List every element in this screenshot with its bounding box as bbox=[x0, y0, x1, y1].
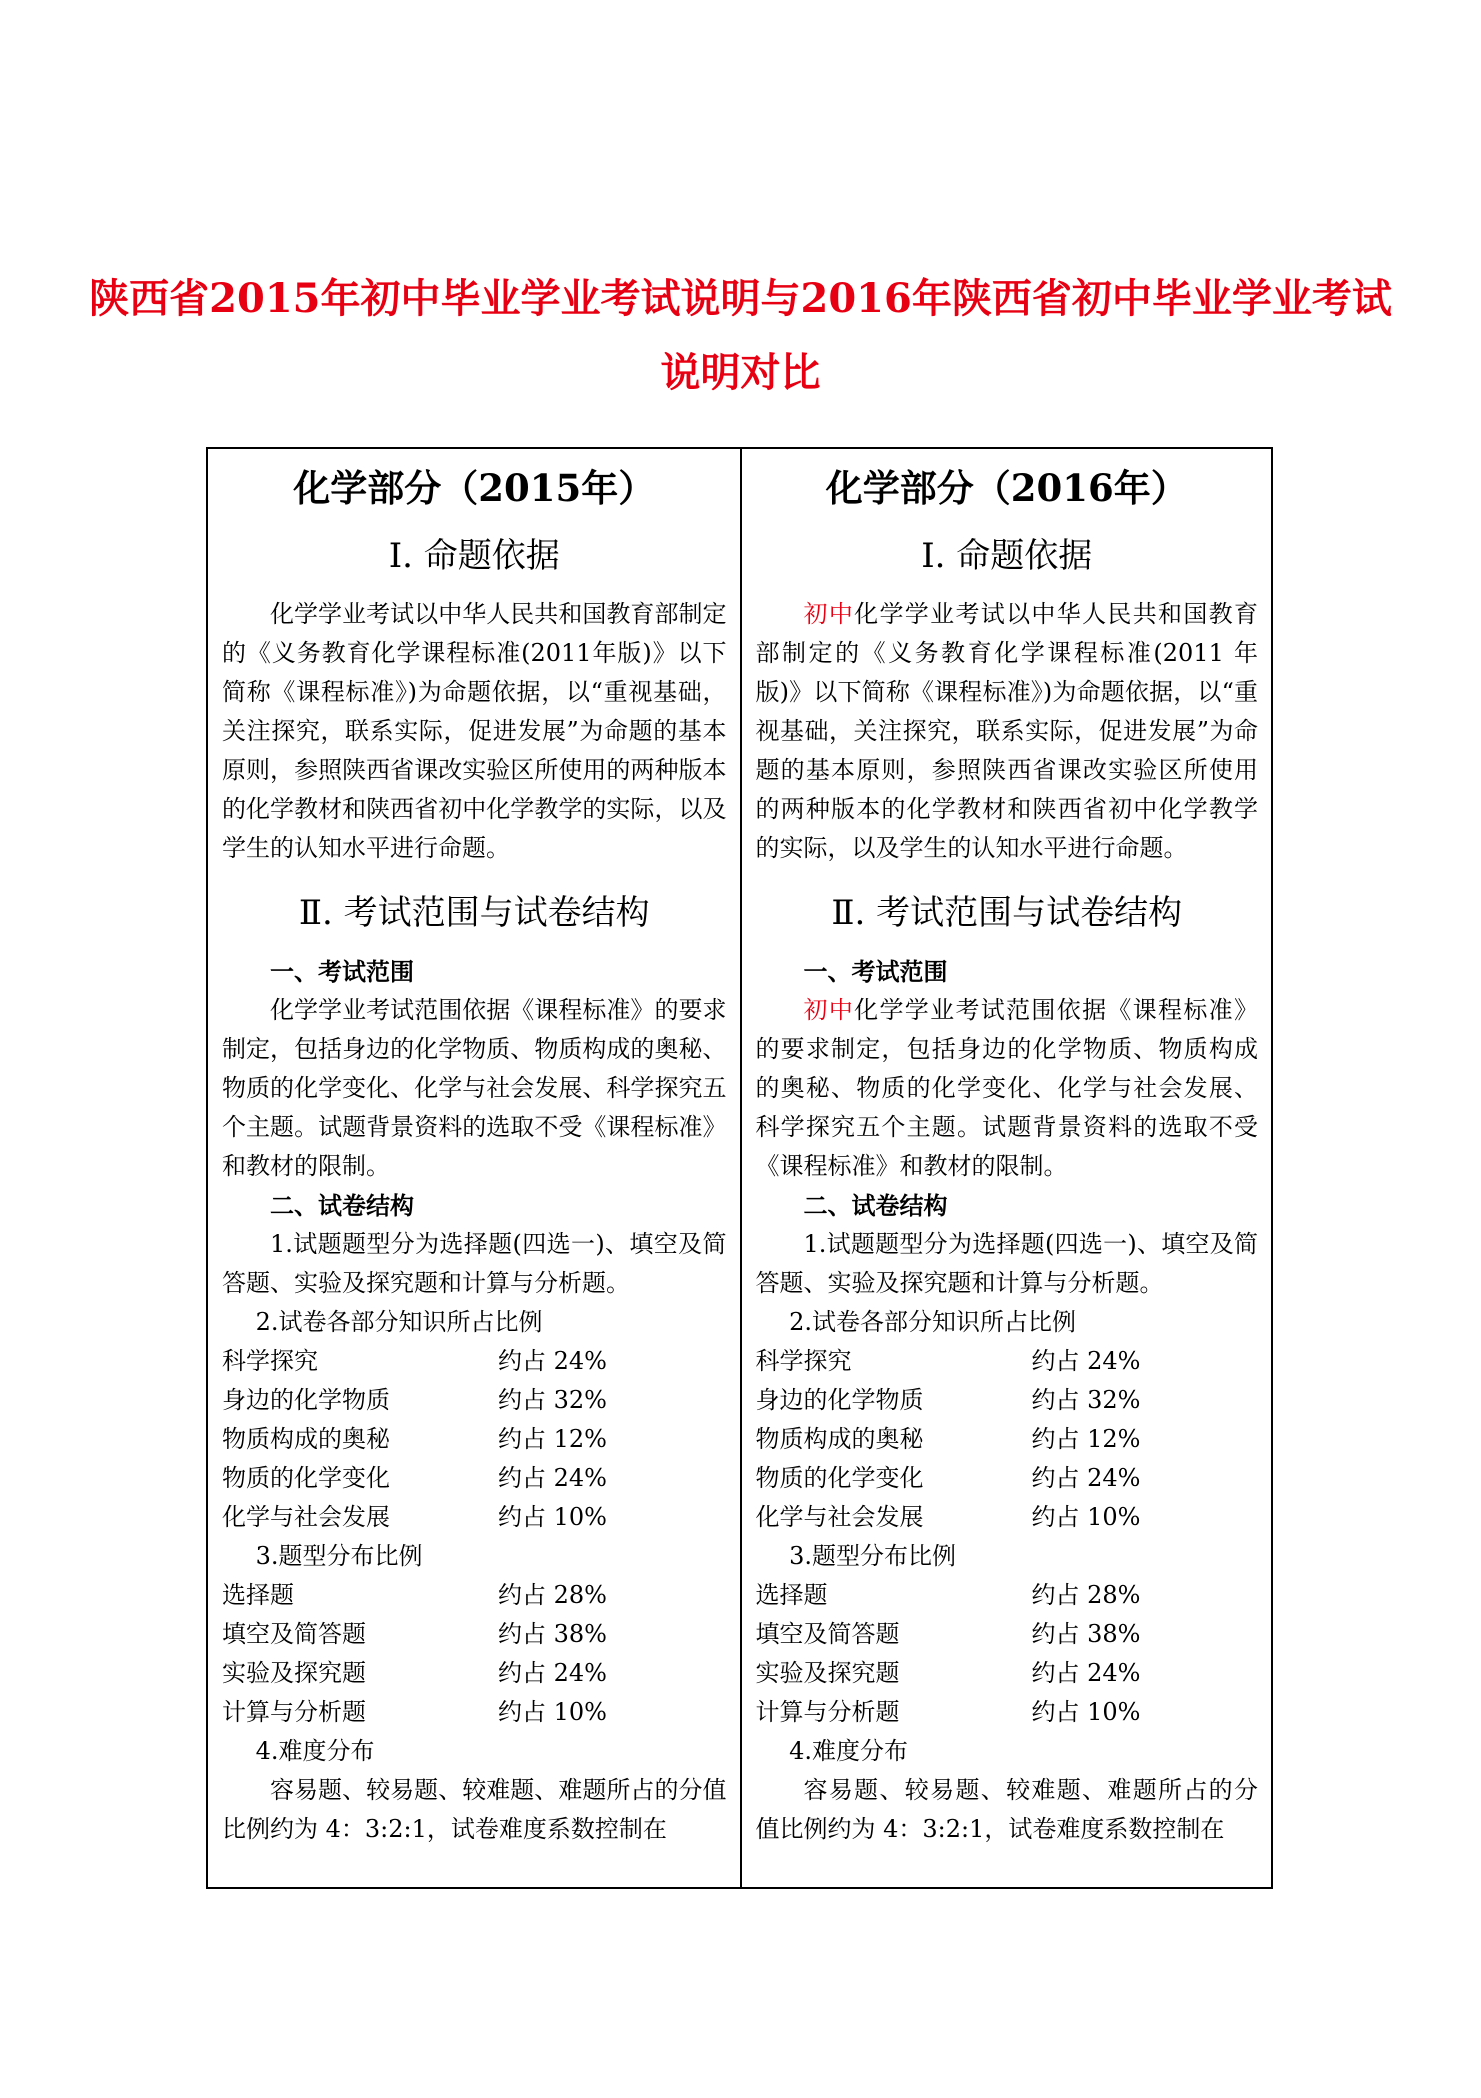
knowledge-row: 物质的化学变化 约占 24% bbox=[755, 1464, 1141, 1492]
section-1-title: Ⅰ. 命题依据 bbox=[921, 536, 1093, 576]
structure-item-3: 3.题型分布比例 bbox=[255, 1542, 423, 1570]
difficulty-text: 容易题、较易题、较难题、难题所占的分值比例约为 4：3:2:1，试卷难度系数控制在 bbox=[755, 1776, 1258, 1843]
knowledge-row: 物质构成的奥秘 约占 12% bbox=[222, 1425, 607, 1453]
highlight-text: 初中 bbox=[803, 996, 855, 1024]
structure-item-3: 3.题型分布比例 bbox=[789, 1542, 956, 1570]
difficulty-text: 容易题、较易题、较难题、难题所占的分值比例约为 4：3:2:1，试卷难度系数控制在 bbox=[222, 1776, 727, 1843]
knowledge-row: 身边的化学物质 约占 32% bbox=[222, 1386, 607, 1414]
structure-heading: 二、试卷结构 bbox=[270, 1191, 414, 1220]
knowledge-row: 身边的化学物质 约占 32% bbox=[755, 1386, 1141, 1414]
section-1-text: 化学学业考试以中华人民共和国教育部制定的《义务教育化学课程标准(2011年版)》以下简称《课程标准》)为命题依据，以“重视基础，关注探究，联系实际，促进发展”为命题的基本原则，参照陕西省课改实验区所使用的两种版本的化学教材和陕西省初中化学教学的实际，以及学生的认知水平进行命题。 bbox=[222, 600, 727, 862]
document-title-line-2: 说明对比 bbox=[660, 349, 821, 396]
structure-item-4: 4.难度分布 bbox=[789, 1737, 908, 1765]
type-row: 填空及简答题 约占 38% bbox=[222, 1620, 607, 1648]
knowledge-row: 物质构成的奥秘 约占 12% bbox=[755, 1425, 1141, 1453]
scope-text: 化学学业考试范围依据《课程标准》的要求制定，包括身边的化学物质、物质构成的奥秘、物质的化学变化、化学与社会发展、科学探究五个主题。试题背景资料的选取不受《课程标准》和教材的限制。 bbox=[222, 996, 727, 1180]
knowledge-row: 化学与社会发展 约占 10% bbox=[222, 1503, 607, 1531]
section-2-title: Ⅱ. 考试范围与试卷结构 bbox=[831, 893, 1183, 933]
document-title-line-1: 陕西省2015年初中毕业学业考试说明与2016年陕西省初中毕业学业考试 bbox=[89, 275, 1392, 322]
type-row: 计算与分析题 约占 10% bbox=[222, 1698, 607, 1726]
column-header-2015: 化学部分（2015年） bbox=[293, 466, 656, 510]
type-row: 实验及探究题 约占 24% bbox=[222, 1659, 607, 1687]
structure-item-1: 1.试题题型分为选择题(四选一)、填空及简答题、实验及探究题和计算与分析题。 bbox=[222, 1230, 727, 1297]
structure-item-1: 1.试题题型分为选择题(四选一)、填空及简答题、实验及探究题和计算与分析题。 bbox=[755, 1230, 1258, 1297]
document-title bbox=[80, 262, 1401, 410]
structure-item-2: 2.试卷各部分知识所占比例 bbox=[789, 1308, 1076, 1336]
section-2-title: Ⅱ. 考试范围与试卷结构 bbox=[298, 893, 650, 933]
structure-item-2: 2.试卷各部分知识所占比例 bbox=[255, 1308, 543, 1336]
knowledge-row: 物质的化学变化 约占 24% bbox=[222, 1464, 607, 1492]
type-row: 填空及简答题 约占 38% bbox=[755, 1620, 1141, 1648]
type-row: 计算与分析题 约占 10% bbox=[755, 1698, 1141, 1726]
section-1-title: Ⅰ. 命题依据 bbox=[388, 536, 560, 576]
structure-item-4: 4.难度分布 bbox=[255, 1737, 375, 1765]
structure-heading: 二、试卷结构 bbox=[803, 1191, 948, 1220]
type-row: 选择题 约占 28% bbox=[755, 1581, 1141, 1609]
knowledge-row: 科学探究 约占 24% bbox=[755, 1347, 1141, 1375]
scope-heading: 一、考试范围 bbox=[803, 957, 948, 986]
section-1-text: 初中化学学业考试以中华人民共和国教育部制定的《义务教育化学课程标准(2011 年版)》以下简称《课程标准》)为命题依据，以“重视基础，关注探究，联系实际，促进发展”为命题的基本原则，参照陕西省课改实验区所使用的两种版本的化学教材和陕西省初中化学教学的实际，以及学生的认知水平进行命题。 bbox=[755, 600, 1259, 862]
column-2015 bbox=[208, 449, 740, 1887]
scope-heading: 一、考试范围 bbox=[270, 957, 414, 986]
comparison-table bbox=[206, 447, 1273, 1889]
highlight-text: 初中 bbox=[803, 600, 855, 628]
column-2016 bbox=[740, 449, 1272, 1887]
type-row: 实验及探究题 约占 24% bbox=[755, 1659, 1141, 1687]
knowledge-row: 科学探究 约占 24% bbox=[222, 1347, 607, 1375]
column-header-2016: 化学部分（2016年） bbox=[825, 466, 1188, 510]
scope-text: 初中化学学业考试范围依据《课程标准》的要求制定，包括身边的化学物质、物质构成的奥秘、物质的化学变化、化学与社会发展、科学探究五个主题。试题背景资料的选取不受《课程标准》和教材的限制。 bbox=[755, 996, 1259, 1180]
knowledge-row: 化学与社会发展 约占 10% bbox=[755, 1503, 1141, 1531]
type-row: 选择题 约占 28% bbox=[222, 1581, 607, 1609]
